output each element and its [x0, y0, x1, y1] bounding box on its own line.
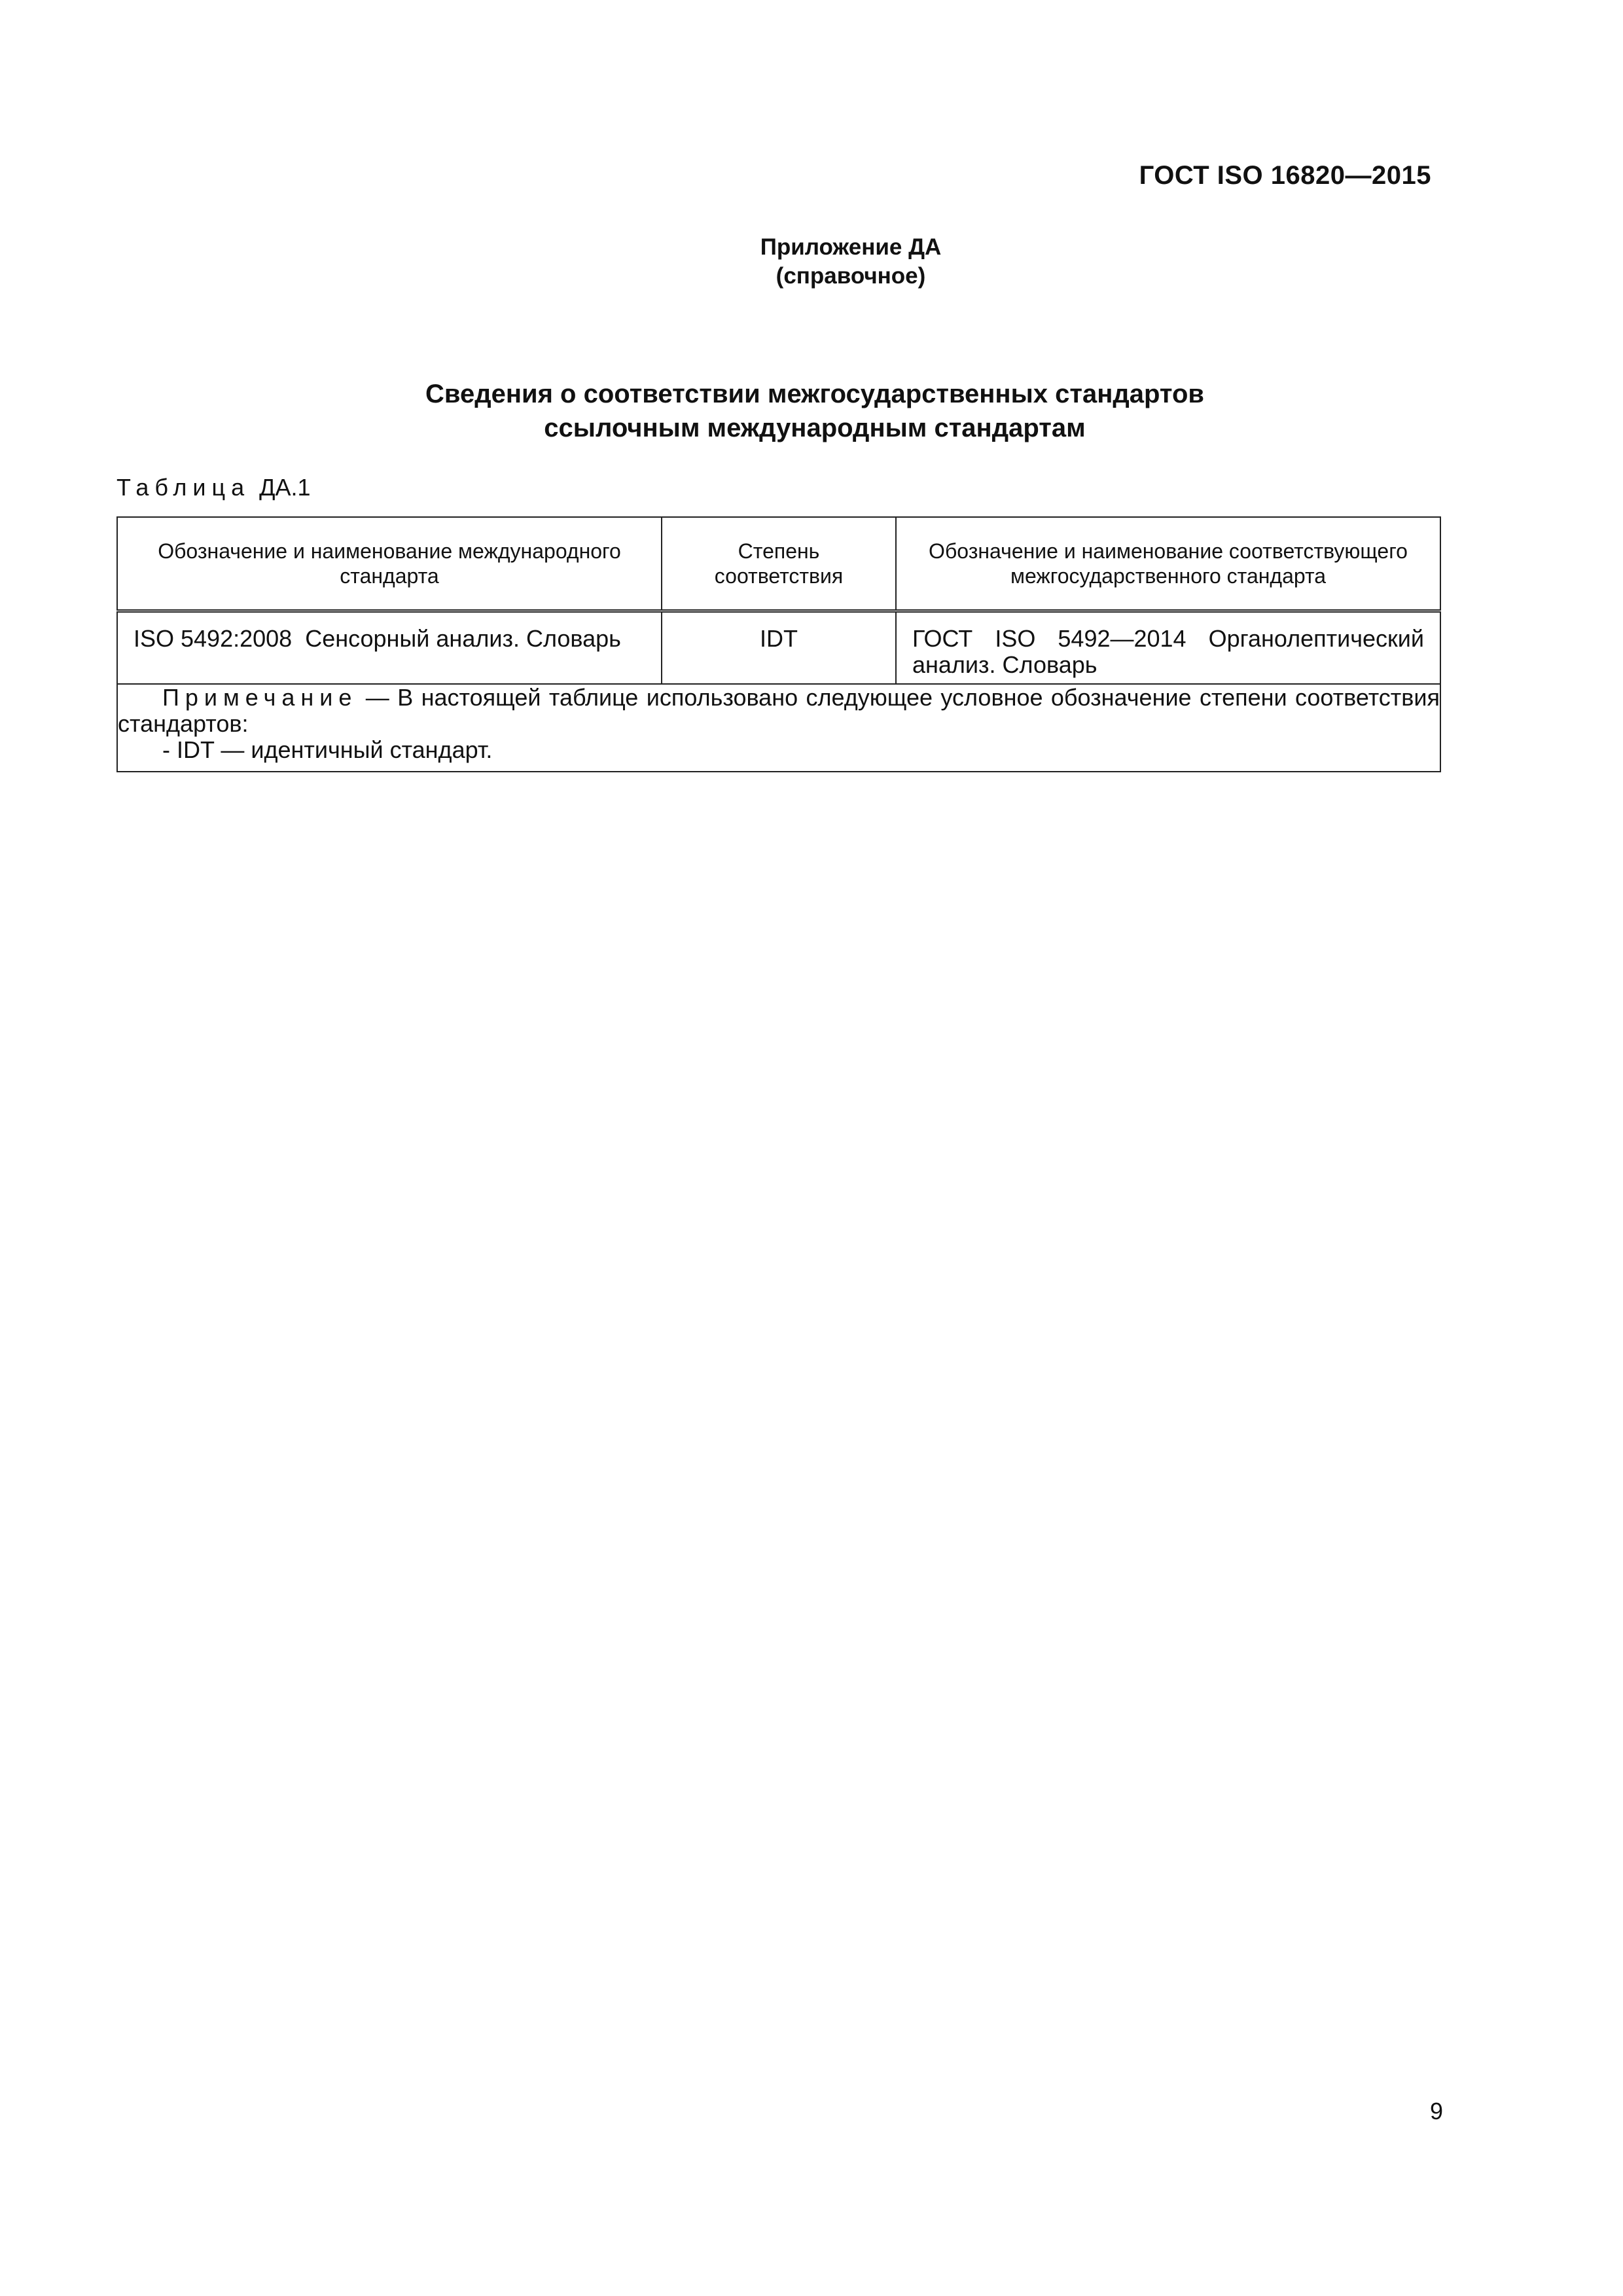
cell-degree: IDT: [662, 611, 896, 685]
table-row: [117, 611, 1440, 685]
table-header-row: [117, 517, 1440, 611]
header-degree-of-correspondence: Степень соответствия: [662, 517, 896, 611]
annex-title: Приложение ДА: [760, 234, 942, 260]
table-caption: [116, 474, 311, 501]
note-text: — В настоящей таблице использовано следующее условное обозначение степени соответствия стандартов:: [118, 684, 1440, 737]
page-number: 9: [1429, 2098, 1443, 2125]
section-title-line-1: Сведения о соответствии межгосударственных стандартов: [425, 380, 1204, 408]
table-caption-word: Таблица: [116, 474, 251, 501]
cell-international-standard: ISO 5492:2008 Сенсорный анализ. Словарь: [117, 611, 662, 685]
header-international-standard: Обозначение и наименование международного стандарта: [117, 517, 662, 611]
table-note: [117, 684, 1440, 772]
header-interstate-standard: Обозначение и наименование соответствующего межгосударственного стандарта: [896, 517, 1440, 611]
note-item: - IDT — идентичный стандарт.: [162, 736, 493, 763]
table-caption-number: ДА.1: [259, 474, 311, 501]
annex-heading: [0, 233, 1623, 291]
table-note-row: [117, 684, 1440, 772]
note-label: Примечание: [162, 684, 358, 711]
note-paragraph: [118, 685, 1440, 737]
annex-type: (справочное): [776, 263, 926, 289]
document-code: ГОСТ ISO 16820—2015: [1139, 161, 1431, 190]
correspondence-table: [116, 516, 1441, 772]
section-title: [0, 377, 1623, 445]
section-title-line-2: ссылочным международным стандартам: [544, 414, 1086, 442]
cell-interstate-standard: ГОСТ ISO 5492—2014 Органолептический анализ. Словарь: [896, 611, 1440, 685]
